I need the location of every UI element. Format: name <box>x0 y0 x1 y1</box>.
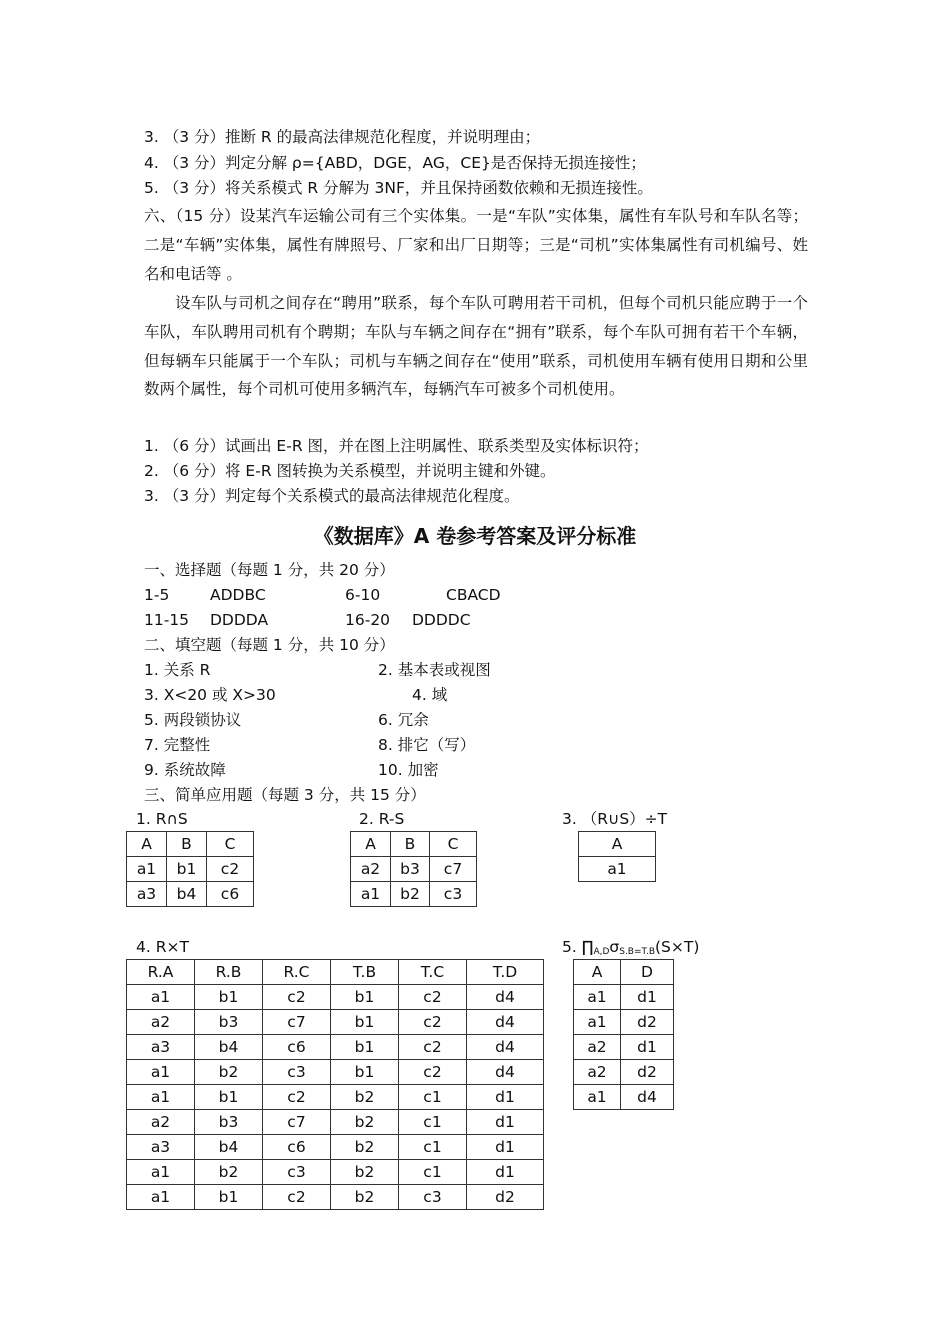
table-cell: d4 <box>621 1085 674 1110</box>
table-cell: c2 <box>399 1060 467 1085</box>
header-cell: A <box>127 832 167 857</box>
table-cell: c2 <box>263 1085 331 1110</box>
table-cell: c3 <box>263 1160 331 1185</box>
table-cell: b2 <box>391 882 430 907</box>
table-cell: d2 <box>621 1010 674 1035</box>
table-cell: b1 <box>195 1185 263 1210</box>
table-cell: b1 <box>331 1035 399 1060</box>
table-cell: c7 <box>263 1010 331 1035</box>
table-cell: d1 <box>467 1160 544 1185</box>
selection-subscript: S.B=T.B <box>619 947 655 957</box>
table-row <box>127 1010 544 1035</box>
relation-expression: (S×T) <box>655 938 700 956</box>
projection-subscript: A,D <box>593 947 610 957</box>
table-header-row <box>574 960 674 985</box>
table-cell: d2 <box>467 1185 544 1210</box>
header-cell: T.D <box>467 960 544 985</box>
fill-answer-1: 1. 关系 R <box>144 661 211 679</box>
table-row <box>127 1085 544 1110</box>
table-cell: a2 <box>574 1060 621 1085</box>
table1-label: 1. R∩S <box>136 810 188 828</box>
table4-label: 4. R×T <box>136 938 189 956</box>
fill-answer-4: 4. 域 <box>412 686 448 704</box>
table-cell: b4 <box>195 1035 263 1060</box>
header-cell: A <box>579 832 656 857</box>
table-cell: a1 <box>574 1010 621 1035</box>
table-cell: c6 <box>207 882 254 907</box>
choice-range-4: 16-20 <box>345 611 391 629</box>
table-cell: b1 <box>331 985 399 1010</box>
table-row <box>127 1185 544 1210</box>
table-cell: a3 <box>127 1135 195 1160</box>
question-6-description: 设车队与司机之间存在“聘用”联系，每个车队可聘用若干司机，但每个司机只能应聘于一个车队，车队聘用司机有个聘期；车队与车辆之间存在“拥有”联系，每个车队可拥有若干个车辆，但每辆车只能属于一个车队；司机与车辆之间存在“使用”联系，司机使用车辆有使用日期和公里数两个属性，每个司机可使用多辆汽车，每辆汽车可被多个司机使用。 <box>144 294 808 399</box>
table-cell: b2 <box>331 1185 399 1210</box>
answer-title: 《数据库》A 卷参考答案及评分标准 <box>313 524 637 548</box>
table-cell: b2 <box>331 1085 399 1110</box>
table-cell: b1 <box>331 1010 399 1035</box>
table-cell: a1 <box>579 857 656 882</box>
table-cell: d4 <box>467 1035 544 1060</box>
table-row <box>351 857 477 882</box>
table-row <box>579 857 656 882</box>
table-cell: d1 <box>621 1035 674 1060</box>
choice-answer-3: DDDDA <box>210 611 269 629</box>
table-cell: a1 <box>127 985 195 1010</box>
table-cell: b4 <box>167 882 207 907</box>
table-cell: d1 <box>467 1135 544 1160</box>
table-cell: d4 <box>467 985 544 1010</box>
table-cell: b2 <box>331 1160 399 1185</box>
table-row <box>127 1060 544 1085</box>
choice-answer-2: CBACD <box>446 586 501 604</box>
table-header-row <box>351 832 477 857</box>
projection-symbol: 5. ∏ <box>562 938 594 956</box>
table-row <box>127 857 254 882</box>
table-cell: b2 <box>195 1060 263 1085</box>
table-header-row <box>127 832 254 857</box>
table-projection-selection <box>573 959 674 1110</box>
table-cell: c7 <box>430 857 477 882</box>
table-row <box>127 1135 544 1160</box>
table-cell: c6 <box>263 1135 331 1160</box>
choice-answer-4: DDDDC <box>412 611 471 629</box>
selection-symbol: σ <box>609 938 620 956</box>
table-r-times-t <box>126 959 544 1210</box>
fill-answer-2: 2. 基本表或视图 <box>378 661 491 679</box>
table-cell: b1 <box>195 985 263 1010</box>
table-header-row <box>127 960 544 985</box>
choice-range-1: 1-5 <box>144 586 170 604</box>
table-cell: b3 <box>195 1010 263 1035</box>
table-cell: d1 <box>467 1085 544 1110</box>
fill-answer-3: 3. X<20 或 X>30 <box>144 686 276 704</box>
table-row <box>574 1085 674 1110</box>
table-row <box>574 985 674 1010</box>
table-cell: a2 <box>351 857 391 882</box>
fill-answer-7: 7. 完整性 <box>144 736 211 754</box>
table-cell: c1 <box>399 1160 467 1185</box>
table-cell: c2 <box>207 857 254 882</box>
table-cell: c3 <box>263 1060 331 1085</box>
table-cell: c2 <box>399 1010 467 1035</box>
table-cell: b2 <box>331 1135 399 1160</box>
table-cell: a1 <box>127 1085 195 1110</box>
table-cell: a1 <box>127 1060 195 1085</box>
table-cell: c6 <box>263 1035 331 1060</box>
table-cell: c2 <box>399 1035 467 1060</box>
header-cell: B <box>167 832 207 857</box>
table-cell: b2 <box>331 1110 399 1135</box>
table-cell: b3 <box>195 1110 263 1135</box>
question-5-5: 5. （3 分）将关系模式 R 分解为 3NF，并且保持函数依赖和无损连接性。 <box>144 179 653 197</box>
table3-label: 3. （R∪S）÷T <box>562 810 668 828</box>
header-cell: T.C <box>399 960 467 985</box>
table-cell: a2 <box>127 1010 195 1035</box>
table-cell: c3 <box>430 882 477 907</box>
table-cell: d4 <box>467 1010 544 1035</box>
table-row <box>127 1110 544 1135</box>
table-cell: a3 <box>127 882 167 907</box>
question-6-item-1: 1. （6 分）试画出 E-R 图，并在图上注明属性、联系类型及实体标识符； <box>144 437 649 455</box>
table-cell: d1 <box>621 985 674 1010</box>
question-6-item-2: 2. （6 分）将 E-R 图转换为关系模型，并说明主键和外键。 <box>144 462 556 480</box>
choice-answer-1: ADDBC <box>210 586 266 604</box>
table-row <box>574 1060 674 1085</box>
header-cell: R.A <box>127 960 195 985</box>
table-row <box>351 882 477 907</box>
table-row <box>127 1160 544 1185</box>
header-cell: A <box>351 832 391 857</box>
table-cell: c2 <box>263 1185 331 1210</box>
table2-label: 2. R-S <box>359 810 405 828</box>
table-cell: d1 <box>467 1110 544 1135</box>
choice-range-3: 11-15 <box>144 611 190 629</box>
table-cell: c7 <box>263 1110 331 1135</box>
table-row <box>574 1010 674 1035</box>
header-cell: B <box>391 832 430 857</box>
table-cell: c1 <box>399 1085 467 1110</box>
table-cell: a1 <box>127 1160 195 1185</box>
table-cell: a1 <box>574 985 621 1010</box>
header-cell: R.C <box>263 960 331 985</box>
table-cell: c1 <box>399 1135 467 1160</box>
table-cell: a3 <box>127 1035 195 1060</box>
fill-answer-8: 8. 排它（写） <box>378 736 476 754</box>
table-header-row <box>579 832 656 857</box>
table-cell: b1 <box>167 857 207 882</box>
table-cell: a2 <box>127 1110 195 1135</box>
fill-answer-10: 10. 加密 <box>378 761 439 779</box>
table-row <box>127 882 254 907</box>
header-cell: C <box>207 832 254 857</box>
table-row <box>127 985 544 1010</box>
section3-heading: 三、简单应用题（每题 3 分，共 15 分） <box>144 786 426 804</box>
table-cell: b1 <box>195 1085 263 1110</box>
table-cell: a2 <box>574 1035 621 1060</box>
question-5-3: 3. （3 分）推断 R 的最高法律规范化程度，并说明理由； <box>144 128 541 146</box>
section2-heading: 二、填空题（每题 1 分，共 10 分） <box>144 636 395 654</box>
table-cell: d4 <box>467 1060 544 1085</box>
fill-answer-6: 6. 冗余 <box>378 711 429 729</box>
header-cell: R.B <box>195 960 263 985</box>
header-cell: C <box>430 832 477 857</box>
table-row <box>574 1035 674 1060</box>
table-cell: b2 <box>195 1160 263 1185</box>
table-cell: a1 <box>574 1085 621 1110</box>
fill-answer-5: 5. 两段锁协议 <box>144 711 242 729</box>
table-cell: c3 <box>399 1185 467 1210</box>
table-r-minus-s <box>350 831 477 907</box>
table-cell: d2 <box>621 1060 674 1085</box>
table-cell: a1 <box>127 1185 195 1210</box>
table-cell: c2 <box>263 985 331 1010</box>
header-cell: D <box>621 960 674 985</box>
table-row <box>127 1035 544 1060</box>
table-r-intersect-s <box>126 831 254 907</box>
question-6-intro: 六、（15 分）设某汽车运输公司有三个实体集。一是“车队”实体集，属性有车队号和车队名等；二是“车辆”实体集，属性有牌照号、厂家和出厂日期等；三是“司机”实体集属性有司机编号、姓名和电话等 。 <box>144 207 808 283</box>
section1-heading: 一、选择题（每题 1 分，共 20 分） <box>144 561 395 579</box>
header-cell: T.B <box>331 960 399 985</box>
table-cell: c1 <box>399 1110 467 1135</box>
header-cell: A <box>574 960 621 985</box>
table-cell: a1 <box>127 857 167 882</box>
fill-answer-9: 9. 系统故障 <box>144 761 226 779</box>
question-5-4: 4. （3 分）判定分解 ρ={ABD，DGE，AG，CE}是否保持无损连接性； <box>144 154 646 172</box>
table-cell: a1 <box>351 882 391 907</box>
table-cell: c2 <box>399 985 467 1010</box>
question-6-item-3: 3. （3 分）判定每个关系模式的最高法律规范化程度。 <box>144 487 520 505</box>
table-r-union-s-div-t <box>578 831 656 882</box>
table-cell: b1 <box>331 1060 399 1085</box>
table-cell: b3 <box>391 857 430 882</box>
choice-range-2: 6-10 <box>345 586 381 604</box>
table-cell: b4 <box>195 1135 263 1160</box>
